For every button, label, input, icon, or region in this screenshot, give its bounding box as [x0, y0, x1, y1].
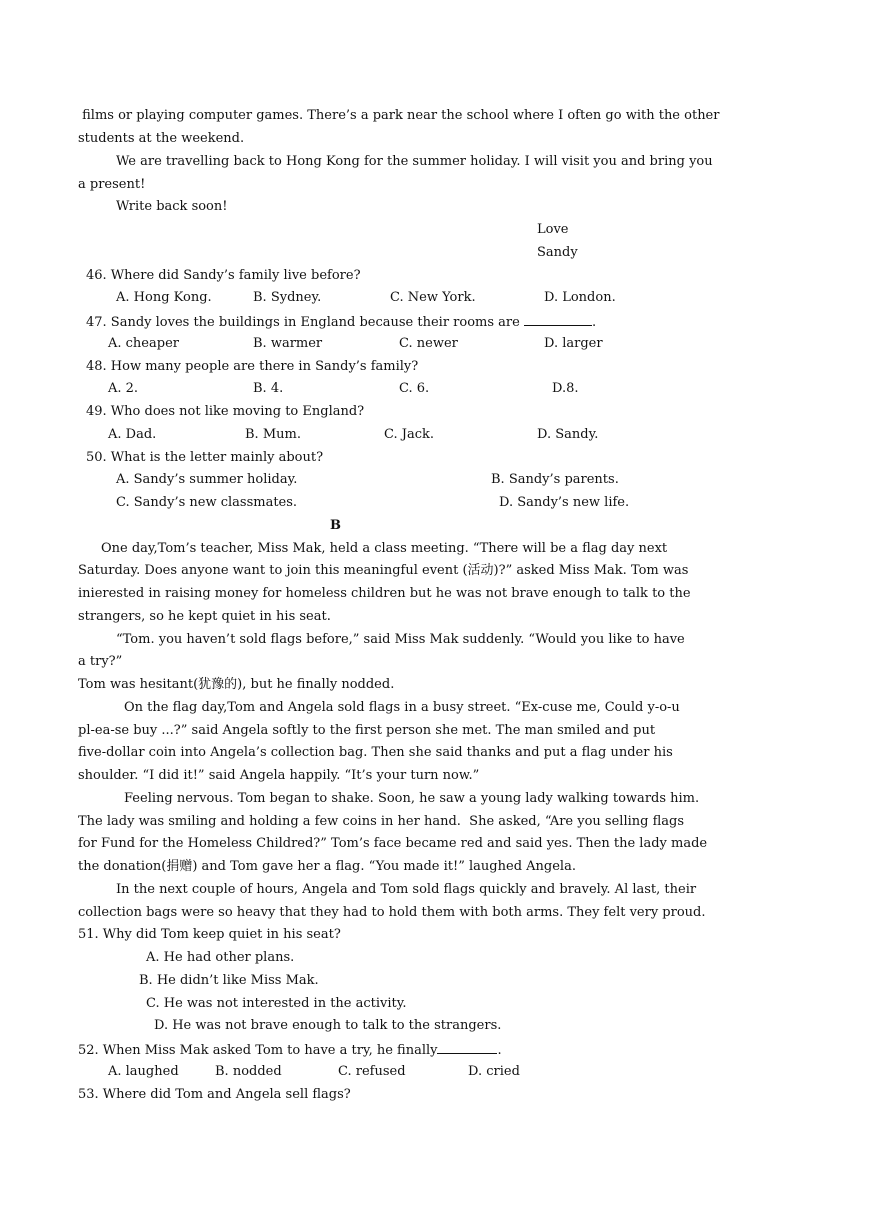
option-b: B. nodded — [215, 1064, 282, 1079]
passage-line: The lady was smiling and holding a few coins in her hand. She asked, “Are you selling flags — [78, 814, 685, 829]
option-c: C. newer — [399, 336, 458, 351]
option-b: B. He didn’t like Miss Mak. — [139, 973, 319, 988]
answer-blank — [437, 1041, 497, 1054]
question-stem: 53. Where did Tom and Angela sell flags? — [78, 1087, 351, 1102]
letter-line: Write back soon! — [116, 199, 228, 214]
letter-line: films or playing computer games. There’s a park near the school where I often go with the other — [78, 108, 720, 123]
passage-line: On the flag day,Tom and Angela sold flags in a busy street. “Ex-cuse me, Could y-o-u — [124, 700, 680, 715]
option-d: D. London. — [544, 290, 616, 305]
option-d: D. cried — [468, 1064, 520, 1079]
option-a: A. cheaper — [108, 336, 179, 351]
stem-after: . — [497, 1043, 502, 1058]
passage-line: Saturday. Does anyone want to join this meaningful event (活动)?” asked Miss Mak. Tom was — [78, 563, 689, 578]
question-stem: 48. How many people are there in Sandy’s family? — [86, 359, 419, 374]
option-a: A. He had other plans. — [146, 950, 295, 965]
passage-line: Feeling nervous. Tom began to shake. Soon, he saw a young lady walking towards him. — [124, 791, 700, 806]
letter-closing: Love — [537, 222, 569, 237]
option-c: C. Sandy’s new classmates. — [116, 495, 298, 510]
passage-line: for Fund for the Homeless Childred?” Tom’s face became red and said yes. Then the lady made — [78, 836, 708, 851]
question-stem: 51. Why did Tom keep quiet in his seat? — [78, 927, 341, 942]
passage-line: a try?” — [78, 654, 123, 669]
question-stem: 50. What is the letter mainly about? — [86, 450, 324, 465]
letter-line: We are travelling back to Hong Kong for the summer holiday. I will visit you and bring you — [116, 154, 713, 169]
option-d: D. Sandy’s new life. — [499, 495, 630, 510]
option-b: B. 4. — [253, 381, 284, 396]
stem-before: 52. When Miss Mak asked Tom to have a try, he finally — [78, 1043, 438, 1058]
stem-after: . — [591, 315, 597, 330]
option-a: A. Sandy’s summer holiday. — [116, 472, 298, 487]
question-stem — [86, 313, 596, 329]
option-c: C. refused — [338, 1064, 406, 1079]
option-b: B. Mum. — [245, 427, 301, 442]
option-c: C. Jack. — [384, 427, 435, 442]
passage-line: “Tom. you haven’t sold flags before,” said Miss Mak suddenly. “Would you like to have — [116, 632, 685, 647]
passage-line: five-dollar coin into Angela’s collection bag. Then she said thanks and put a flag under his — [78, 745, 673, 760]
passage-line: strangers, so he kept quiet in his seat. — [78, 609, 331, 624]
option-b: B. Sydney. — [253, 290, 322, 305]
option-a: A. 2. — [108, 381, 139, 396]
option-c: C. New York. — [390, 290, 476, 305]
option-c: C. He was not interested in the activity. — [146, 996, 407, 1011]
option-d: D.8. — [552, 381, 579, 396]
option-c: C. 6. — [399, 381, 430, 396]
answer-blank — [524, 313, 592, 326]
option-d: D. He was not brave enough to talk to the strangers. — [154, 1018, 502, 1033]
passage-line: One day,Tom’s teacher, Miss Mak, held a class meeting. “There will be a flag day next — [101, 541, 668, 556]
option-b: B. Sandy’s parents. — [491, 472, 619, 487]
passage-line: the donation(捐赠) and Tom gave her a flag. “You made it!” laughed Angela. — [78, 859, 576, 874]
passage-line: In the next couple of hours, Angela and Tom sold flags quickly and bravely. Al last, their — [116, 882, 697, 897]
letter-line: students at the weekend. — [78, 131, 245, 146]
option-a: A. Hong Kong. — [116, 290, 212, 305]
option-a: A. Dad. — [108, 427, 157, 442]
passage-line: inierested in raising money for homeless children but he was not brave enough to talk to the — [78, 586, 691, 601]
passage-line: shoulder. “I did it!” said Angela happily. “It’s your turn now.” — [78, 768, 480, 783]
option-d: D. Sandy. — [537, 427, 599, 442]
question-stem: 46. Where did Sandy’s family live before? — [86, 268, 361, 283]
passage-line: pl-ea-se buy ...?” said Angela softly to the first person she met. The man smiled and put — [78, 723, 656, 738]
question-stem: 49. Who does not like moving to England? — [86, 404, 365, 419]
section-heading: B — [330, 518, 341, 533]
passage-line: collection bags were so heavy that they had to hold them with both arms. They felt very proud. — [78, 905, 706, 920]
stem-before: 47. Sandy loves the buildings in England because their rooms are — [86, 315, 520, 330]
question-stem — [78, 1041, 502, 1057]
letter-signature: Sandy — [537, 245, 578, 260]
option-d: D. larger — [544, 336, 603, 351]
letter-line: a present! — [78, 177, 146, 192]
passage-line: Tom was hesitant(犹豫的), but he finally nodded. — [78, 677, 395, 692]
option-b: B. warmer — [253, 336, 323, 351]
option-a: A. laughed — [108, 1064, 179, 1079]
